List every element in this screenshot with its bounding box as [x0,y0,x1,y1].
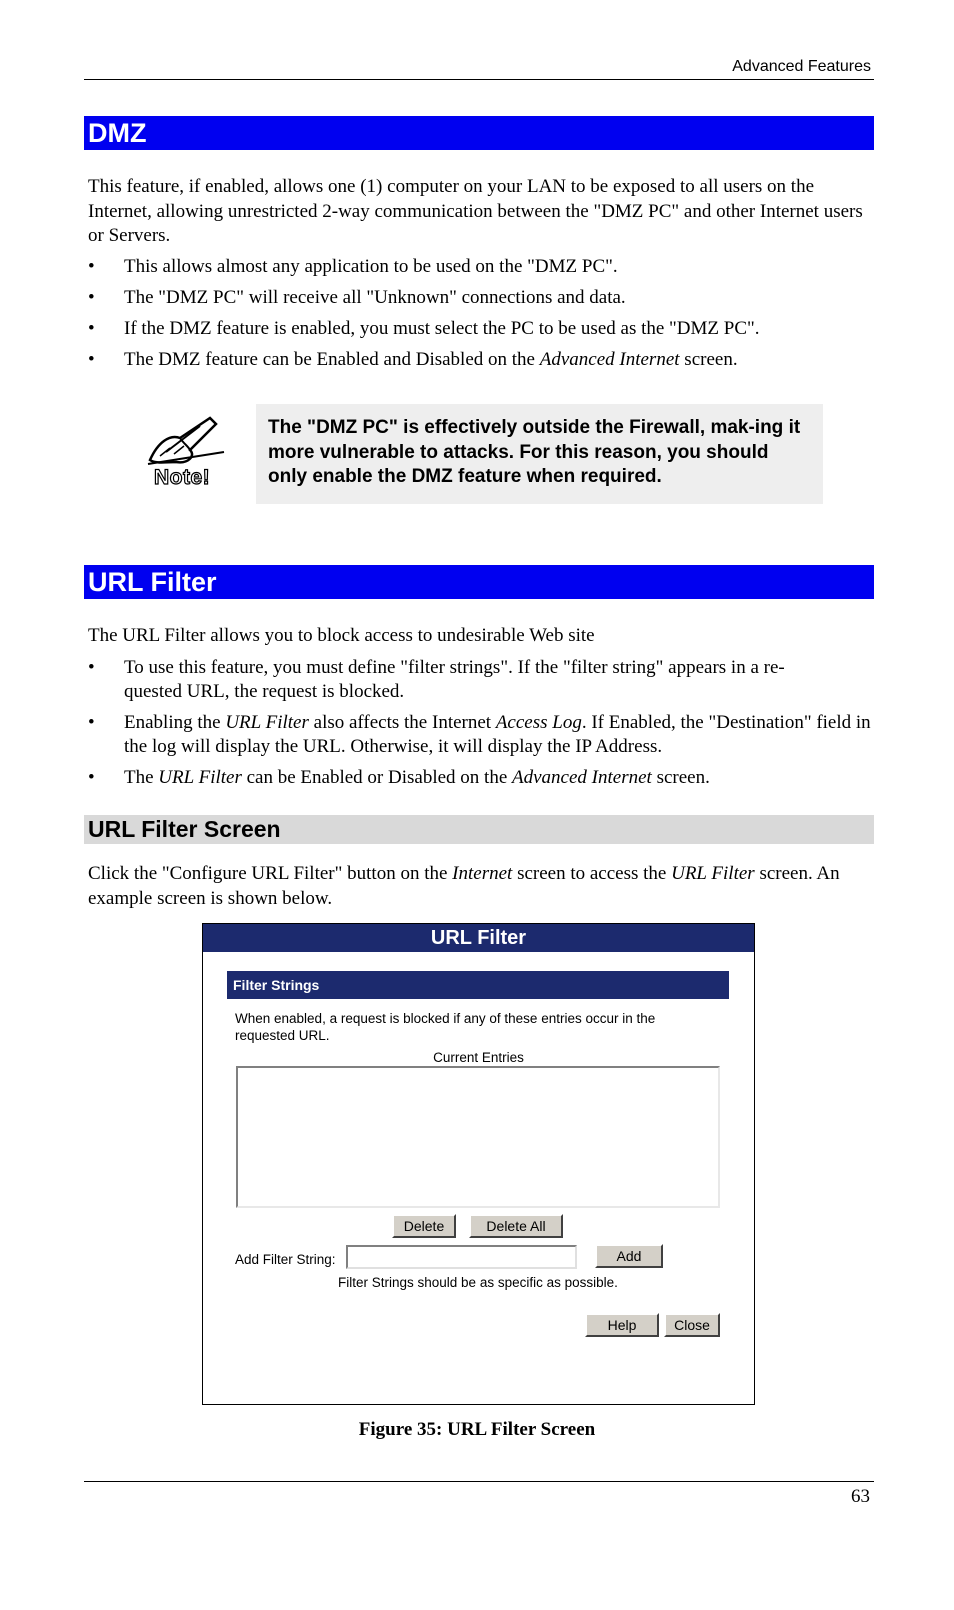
url-filter-bullets [88,656,874,797]
note-icon [140,412,230,492]
list-item: • Enabling the URL Filter also affects the Internet Access Log. If Enabled, the "Destination" field in the log will display the URL. Otherwise, it will display the IP Address. [88,712,871,757]
delete-all-button[interactable]: Delete All [469,1214,563,1238]
close-button[interactable]: Close [664,1313,720,1337]
header-rule [84,79,874,80]
url-filter-intro: The URL Filter allows you to block access to undesirable Web site [88,625,595,646]
url-filter-screenshot [202,923,755,1405]
url-filter-screen-intro: Click the "Configure URL Filter" button on the Internet screen to access the URL Filter screen. An example screen is shown below. [88,863,840,909]
current-entries-listbox[interactable] [236,1066,720,1208]
dmz-intro: This feature, if enabled, allows one (1) computer on your LAN to be exposed to all users on the Internet, allowing unrestricted 2-way communication between the "DMZ PC" and other Internet users or Servers. [88,176,863,246]
list-item: • To use this feature, you must define "filter strings". If the "filter string" appears in a re-quested URL, the request is blocked. [88,657,785,702]
add-button[interactable]: Add [595,1244,663,1268]
dmz-bullets [88,255,874,379]
help-button[interactable]: Help [585,1313,659,1337]
url-filter-heading: URL Filter [84,565,874,599]
panel-title: URL Filter [203,924,754,952]
page-number: 63 [851,1486,870,1507]
dmz-heading: DMZ [84,116,874,150]
footer-rule [84,1481,874,1482]
running-header: Advanced Features [732,58,871,75]
list-item: • The DMZ feature can be Enabled and Disabled on the Advanced Internet screen. [88,349,738,370]
filter-hint: Filter Strings should be as specific as possible. [338,1275,618,1290]
current-entries-label: Current Entries [433,1050,524,1065]
list-item: • The URL Filter can be Enabled or Disabled on the Advanced Internet screen. [88,767,710,788]
delete-button[interactable]: Delete [392,1214,456,1238]
list-item: • The "DMZ PC" will receive all "Unknown" connections and data. [88,287,626,308]
list-item: • This allows almost any application to be used on the "DMZ PC". [88,256,618,277]
note-box: The "DMZ PC" is effectively outside the Firewall, mak-ing it more vulnerable to attacks. For this reason, you should only enable the DMZ feature when required. [256,404,823,504]
filter-string-input[interactable] [346,1245,577,1269]
list-item: • If the DMZ feature is enabled, you must select the PC to be used as the "DMZ PC". [88,318,760,339]
url-filter-screen-heading: URL Filter Screen [84,815,874,844]
filter-description: When enabled, a request is blocked if any of these entries occur in the requested URL. [235,1011,656,1043]
add-filter-string-label: Add Filter String: [235,1252,336,1267]
filter-strings-heading: Filter Strings [227,971,729,999]
figure-caption: Figure 35: URL Filter Screen [358,1419,596,1440]
note-label: Note! [154,466,211,489]
